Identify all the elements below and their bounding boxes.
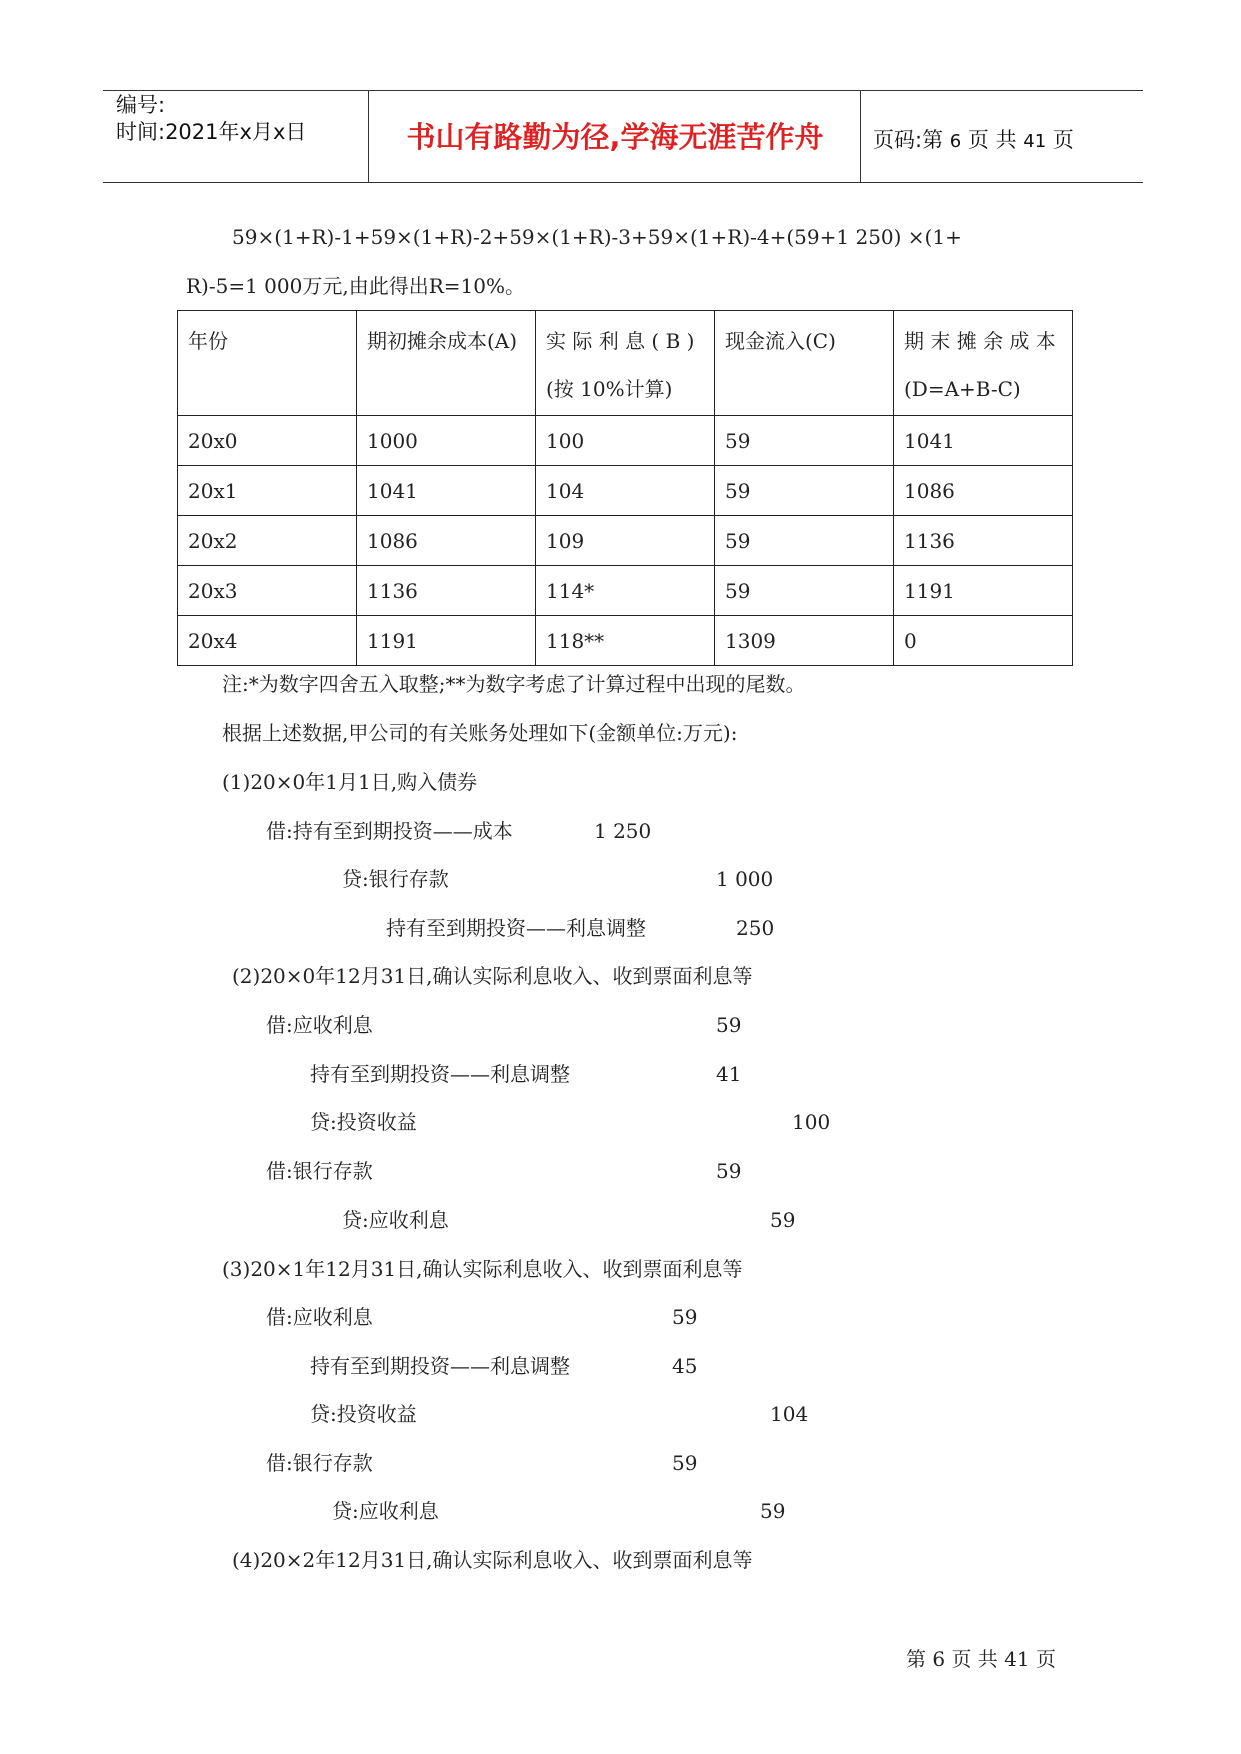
page-number: 6 bbox=[949, 131, 962, 152]
entry-3-debit-3: 借:银行存款 bbox=[266, 1451, 373, 1475]
header-divider-left bbox=[368, 90, 369, 182]
page-suffix: 页 bbox=[1052, 128, 1074, 152]
intro-paragraph: 根据上述数据,甲公司的有关账务处理如下(金额单位:万元): bbox=[222, 721, 738, 745]
table-cell: 1000 bbox=[357, 416, 536, 466]
serial-label: 编号: bbox=[116, 93, 166, 117]
formula-line-2: R)-5=1 000万元,由此得出R=10%。 bbox=[186, 274, 525, 298]
entry-2-title: (2)20×0年12月31日,确认实际利息收入、收到票面利息等 bbox=[232, 964, 753, 988]
entry-3-debit-2-amount: 45 bbox=[672, 1354, 698, 1378]
table-cell: 1041 bbox=[894, 416, 1073, 466]
entry-4-title: (4)20×2年12月31日,确认实际利息收入、收到票面利息等 bbox=[232, 1548, 753, 1572]
table-note: 注:*为数字四舍五入取整;**为数字考虑了计算过程中出现的尾数。 bbox=[222, 672, 806, 696]
table-cell: 0 bbox=[894, 616, 1073, 666]
table-cell: 1191 bbox=[894, 566, 1073, 616]
header-cell: 年份 bbox=[178, 311, 357, 416]
table-cell: 20x3 bbox=[178, 566, 357, 616]
entry-2-debit-3-amount: 59 bbox=[716, 1159, 742, 1183]
page-mid: 页 共 bbox=[967, 128, 1017, 152]
table-cell: 1086 bbox=[894, 466, 1073, 516]
header-motto: 书山有路勤为径,学海无涯苦作舟 bbox=[406, 120, 824, 154]
header-divider-right bbox=[860, 90, 861, 182]
entry-3-debit-2: 持有至到期投资——利息调整 bbox=[310, 1354, 570, 1378]
table-cell: 118** bbox=[536, 616, 715, 666]
entry-3-debit-1: 借:应收利息 bbox=[266, 1305, 373, 1329]
page-prefix: 页码:第 bbox=[873, 128, 944, 152]
table-cell: 114* bbox=[536, 566, 715, 616]
table-row bbox=[178, 516, 1073, 566]
table-cell: 20x1 bbox=[178, 466, 357, 516]
header-cell: 实 际 利 息 ( B ) (按 10%计算) bbox=[536, 311, 715, 416]
entry-1-credit: 贷:银行存款 bbox=[342, 867, 449, 891]
table-row bbox=[178, 616, 1073, 666]
header-cell: 现金流入(C) bbox=[715, 311, 894, 416]
entry-2-debit-1: 借:应收利息 bbox=[266, 1013, 373, 1037]
entry-3-title: (3)20×1年12月31日,确认实际利息收入、收到票面利息等 bbox=[222, 1257, 743, 1281]
formula-line-1: 59×(1+R)-1+59×(1+R)-2+59×(1+R)-3+59×(1+R)-4+(59+1 250) ×(1+ bbox=[232, 225, 962, 249]
table-cell: 59 bbox=[715, 516, 894, 566]
page-footer: 第 6 页 共 41 页 bbox=[906, 1647, 1056, 1671]
table-cell: 1086 bbox=[357, 516, 536, 566]
entry-3-debit-1-amount: 59 bbox=[672, 1305, 698, 1329]
table-row bbox=[178, 466, 1073, 516]
table-cell: 59 bbox=[715, 416, 894, 466]
entry-2-credit-1: 贷:投资收益 bbox=[310, 1110, 417, 1134]
entry-2-debit-2: 持有至到期投资——利息调整 bbox=[310, 1062, 570, 1086]
table-cell: 104 bbox=[536, 466, 715, 516]
entry-2-credit-1-amount: 100 bbox=[792, 1110, 831, 1134]
entry-1-debit-amount: 1 250 bbox=[594, 819, 652, 843]
entry-1-debit: 借:持有至到期投资——成本 bbox=[266, 819, 513, 843]
amortization-table bbox=[177, 310, 1073, 666]
entry-3-credit-2-amount: 59 bbox=[760, 1499, 786, 1523]
table-cell: 100 bbox=[536, 416, 715, 466]
entry-2-debit-1-amount: 59 bbox=[716, 1013, 742, 1037]
table-cell: 109 bbox=[536, 516, 715, 566]
entry-3-credit-1: 贷:投资收益 bbox=[310, 1402, 417, 1426]
table-row bbox=[178, 416, 1073, 466]
table-cell: 1136 bbox=[894, 516, 1073, 566]
entry-1-credit-amount: 1 000 bbox=[716, 867, 774, 891]
table-row bbox=[178, 566, 1073, 616]
table-cell: 20x4 bbox=[178, 616, 357, 666]
entry-1-credit-2: 持有至到期投资——利息调整 bbox=[386, 916, 646, 940]
table-cell: 59 bbox=[715, 466, 894, 516]
header-meta bbox=[116, 92, 306, 146]
table-cell: 1191 bbox=[357, 616, 536, 666]
entry-2-debit-3: 借:银行存款 bbox=[266, 1159, 373, 1183]
time-label: 时间:2021年x月x日 bbox=[116, 120, 307, 144]
entry-1-credit-2-amount: 250 bbox=[736, 916, 775, 940]
header-top-rule bbox=[103, 90, 1143, 91]
entry-3-credit-2: 贷:应收利息 bbox=[332, 1499, 439, 1523]
table-cell: 20x2 bbox=[178, 516, 357, 566]
table-cell: 20x0 bbox=[178, 416, 357, 466]
entry-2-credit-2-amount: 59 bbox=[770, 1208, 796, 1232]
entry-2-debit-2-amount: 41 bbox=[716, 1062, 742, 1086]
entry-2-credit-2: 贷:应收利息 bbox=[342, 1208, 449, 1232]
table-cell: 1309 bbox=[715, 616, 894, 666]
table-header-row bbox=[178, 311, 1073, 416]
entry-1-title: (1)20×0年1月1日,购入债券 bbox=[222, 770, 478, 794]
table-cell: 1041 bbox=[357, 466, 536, 516]
entry-3-credit-1-amount: 104 bbox=[770, 1402, 809, 1426]
header-page-indicator bbox=[873, 124, 1074, 154]
page-total: 41 bbox=[1023, 131, 1047, 152]
entry-3-debit-3-amount: 59 bbox=[672, 1451, 698, 1475]
header-cell: 期 末 摊 余 成 本 (D=A+B-C) bbox=[894, 311, 1073, 416]
table-cell: 59 bbox=[715, 566, 894, 616]
table-cell: 1136 bbox=[357, 566, 536, 616]
header-cell: 期初摊余成本(A) bbox=[357, 311, 536, 416]
header-bottom-rule bbox=[103, 182, 1143, 183]
